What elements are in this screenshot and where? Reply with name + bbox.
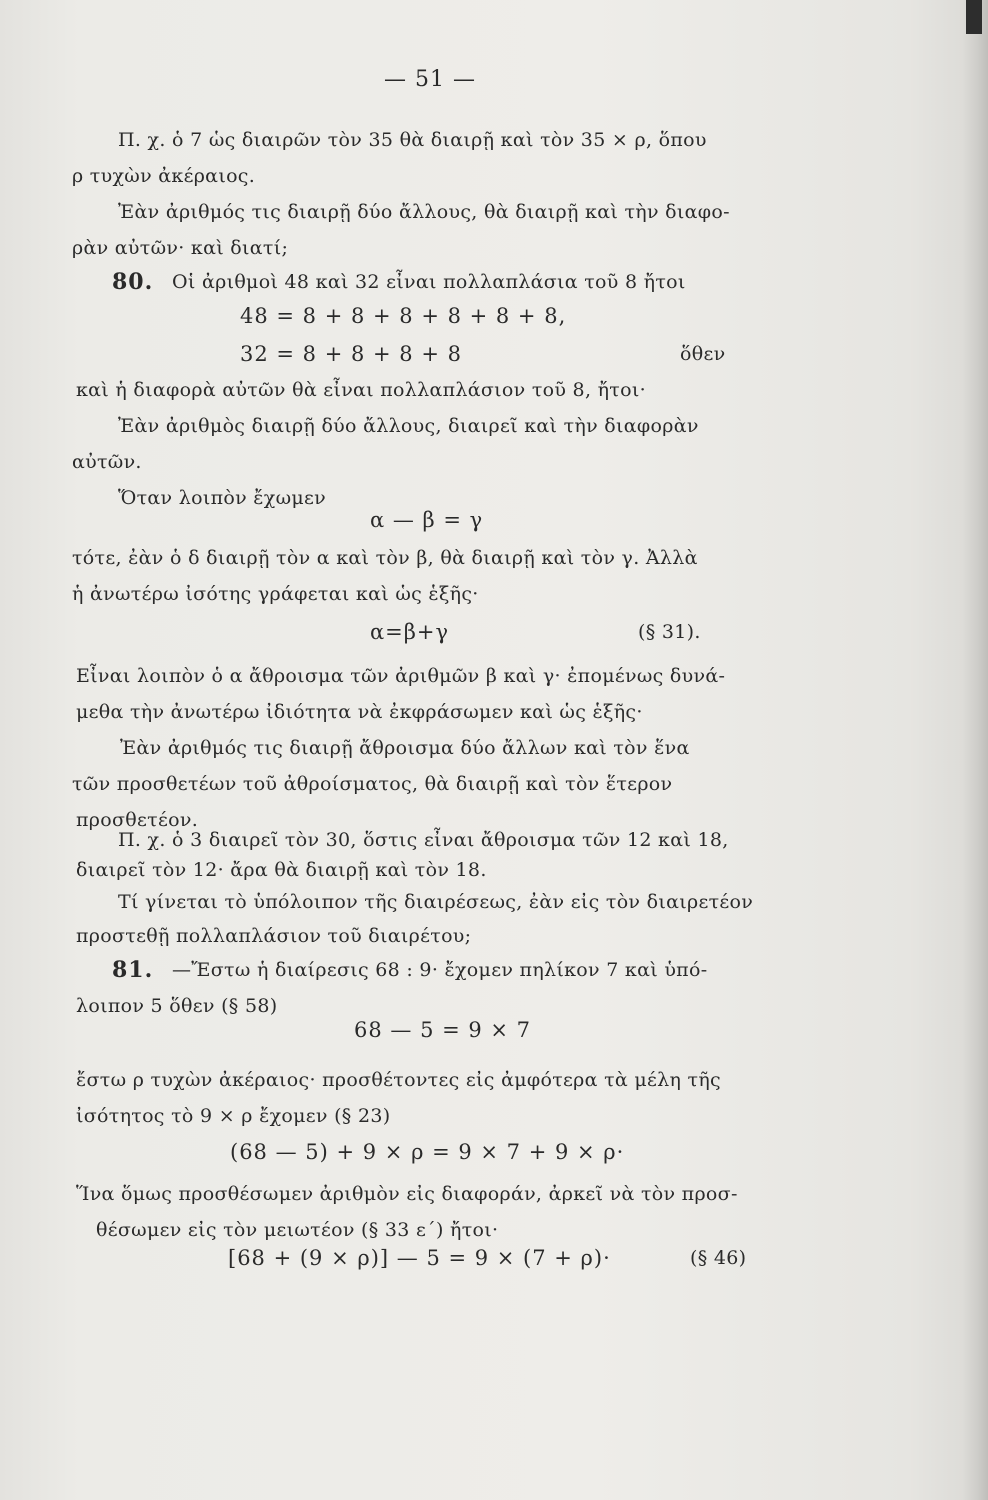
text-line: ρὰν αὐτῶν· καὶ διατί;: [72, 237, 289, 259]
text-line: ἡ ἀνωτέρω ἰσότης γράφεται καὶ ὡς ἑξῆς·: [72, 583, 479, 605]
text-line: διαιρεῖ τὸν 12· ἄρα θὰ διαιρῇ καὶ τὸν 18.: [76, 859, 487, 881]
text-line: (§ 46): [690, 1247, 747, 1269]
text-line: μεθα τὴν ἀνωτέρω ἰδιότητα νὰ ἐκφράσωμεν καὶ ὡς ἑξῆς·: [76, 701, 643, 723]
text-line: Τί γίνεται τὸ ὑπόλοιπον τῆς διαιρέσεως, ἐὰν εἰς τὸν διαιρετέον: [118, 891, 754, 913]
formula-line: 68 — 5 = 9 × 7: [354, 1018, 532, 1042]
text-line: τῶν προσθετέων τοῦ ἀθροίσματος, θὰ διαιρῇ καὶ τὸν ἕτερον: [72, 773, 673, 795]
section-number: 80.: [112, 269, 154, 295]
formula-line: 48 = 8 + 8 + 8 + 8 + 8 + 8,: [240, 304, 567, 328]
text-line: Ἐὰν ἀριθμός τις διαιρῇ ἄθροισμα δύο ἄλλων καὶ τὸν ἕνα: [120, 737, 690, 759]
text-line: θέσωμεν εἰς τὸν μειωτέον (§ 33 ε΄) ἤτοι·: [96, 1219, 499, 1241]
formula-line: α — β = γ: [370, 508, 484, 532]
text-line: Π. χ. ὁ 7 ὡς διαιρῶν τὸν 35 θὰ διαιρῇ καὶ τὸν 35 × ρ, ὅπου: [118, 129, 707, 151]
text-line: Ἐὰν ἀριθμὸς διαιρῇ δύο ἄλλους, διαιρεῖ καὶ τὴν διαφορὰν: [118, 415, 699, 437]
text-line: Ὅταν λοιπὸν ἔχωμεν: [118, 487, 327, 509]
text-line: λοιπον 5 ὅθεν (§ 58): [76, 995, 278, 1017]
formula-line: (68 — 5) + 9 × ρ = 9 × 7 + 9 × ρ·: [230, 1140, 625, 1164]
text-line: Π. χ. ὁ 3 διαιρεῖ τὸν 30, ὅστις εἶναι ἄθροισμα τῶν 12 καὶ 18,: [118, 829, 729, 851]
text-line: (§ 31).: [638, 621, 701, 643]
formula-line: α=β+γ: [370, 620, 450, 644]
text-line: ρ τυχὼν ἀκέραιος.: [72, 165, 256, 187]
text-line: προστεθῇ πολλαπλάσιον τοῦ διαιρέτου;: [76, 925, 472, 947]
text-line: Ἐὰν ἀριθμός τις διαιρῇ δύο ἄλλους, θὰ διαιρῇ καὶ τὴν διαφο-: [118, 201, 730, 223]
page-number: — 51 —: [384, 67, 476, 92]
text-line: Ἵνα ὅμως προσθέσωμεν ἀριθμὸν εἰς διαφοράν, ἀρκεῖ νὰ τὸν προσ-: [76, 1183, 738, 1205]
text-line: Εἶναι λοιπὸν ὁ α ἄθροισμα τῶν ἀριθμῶν β καὶ γ· ἐπομένως δυνά-: [76, 665, 726, 687]
text-line: τότε, ἐὰν ὁ δ διαιρῇ τὸν α καὶ τὸν β, θὰ διαιρῇ καὶ τὸν γ. Ἀλλὰ: [72, 547, 698, 569]
formula-line: [68 + (9 × ρ)] — 5 = 9 × (7 + ρ)·: [228, 1246, 611, 1270]
corner-mark: [966, 0, 982, 34]
text-line: ὅθεν: [680, 343, 726, 365]
text-line: ἔστω ρ τυχὼν ἀκέραιος· προσθέτοντες εἰς ἀμφότερα τὰ μέλη τῆς: [76, 1069, 721, 1091]
text-line: προσθετέον.: [76, 809, 199, 831]
text-line: —Ἔστω ἡ διαίρεσις 68 : 9· ἔχομεν πηλίκον 7 καὶ ὑπό-: [172, 959, 708, 981]
binding-shadow: [962, 0, 988, 1500]
text-line: Οἱ ἀριθμοὶ 48 καὶ 32 εἶναι πολλαπλάσια τοῦ 8 ἤτοι: [172, 271, 686, 293]
text-line: ἰσότητος τὸ 9 × ρ ἔχομεν (§ 23): [76, 1105, 391, 1127]
formula-line: 32 = 8 + 8 + 8 + 8: [240, 342, 462, 366]
text-line: αὐτῶν.: [72, 451, 142, 473]
text-line: καὶ ἡ διαφορὰ αὐτῶν θὰ εἶναι πολλαπλάσιον τοῦ 8, ἤτοι·: [76, 379, 646, 401]
section-number: 81.: [112, 957, 154, 983]
